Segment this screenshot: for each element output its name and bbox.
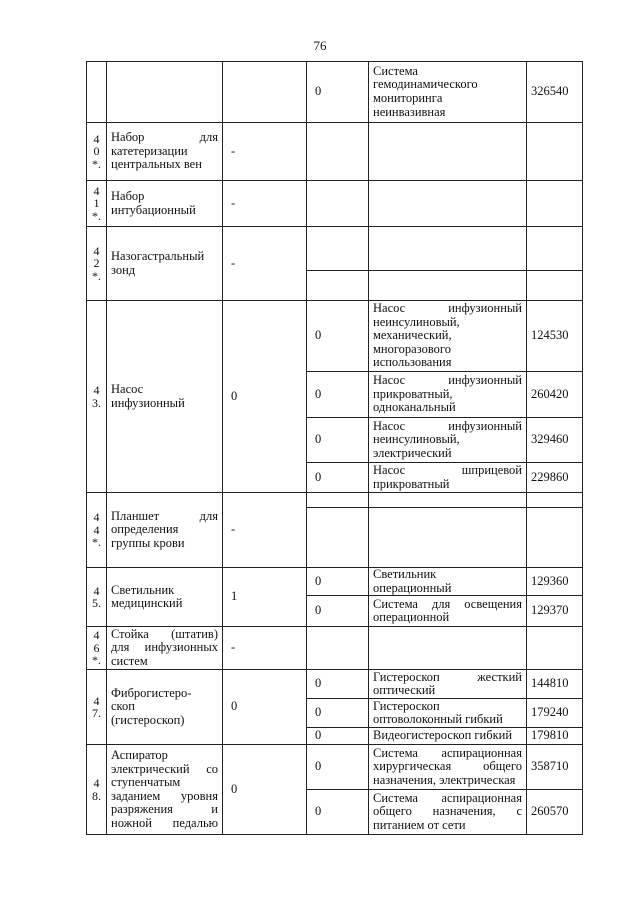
word: многоразового <box>373 341 451 356</box>
word: Насос <box>373 462 406 477</box>
text-line <box>111 790 218 804</box>
word: для <box>431 596 451 611</box>
row-number <box>87 670 107 745</box>
table-row <box>87 745 583 790</box>
class-code: 0 <box>307 596 369 627</box>
row-number <box>87 568 107 627</box>
text-line <box>373 464 522 478</box>
word: Фиброгистеро- <box>111 685 192 700</box>
text-line <box>373 329 522 343</box>
device-code <box>527 123 583 181</box>
item-name <box>107 627 223 670</box>
text-line <box>373 774 522 788</box>
word: с <box>516 804 522 819</box>
word: инфузионный <box>448 418 522 433</box>
word: (штатив) <box>171 626 218 641</box>
row-number-part: 4 <box>93 131 100 146</box>
word: общего <box>373 804 412 819</box>
item-name <box>107 62 223 123</box>
text-line <box>373 316 522 330</box>
row-number-part: 4 <box>93 583 100 598</box>
word: прикроватный <box>373 476 450 491</box>
word: Насос <box>373 373 406 388</box>
word: группы крови <box>111 535 185 550</box>
text-line <box>373 805 522 819</box>
text-line <box>111 776 218 790</box>
row-number-part: 0 <box>93 144 100 159</box>
word: Светильник <box>373 567 437 581</box>
word: интубационный <box>111 202 196 217</box>
text-line <box>373 356 522 370</box>
word: Набор <box>111 130 145 145</box>
class-code: 0 <box>307 670 369 699</box>
item-name <box>107 670 223 745</box>
word: аспирационная <box>441 790 522 805</box>
row-number <box>87 227 107 301</box>
table-row <box>87 123 583 181</box>
word: Насос <box>373 418 406 433</box>
device-code <box>527 493 583 508</box>
device-code: 260420 <box>527 372 583 418</box>
class-code: 0 <box>307 463 369 493</box>
row-number-part: 4 <box>93 693 100 708</box>
device-name <box>369 181 527 227</box>
word: систем <box>111 653 148 668</box>
text-line <box>111 537 218 551</box>
device-code: 260570 <box>527 790 583 835</box>
text-line <box>111 817 218 831</box>
word: электрический <box>373 445 452 460</box>
device-code <box>527 508 583 568</box>
row-number-part: 4 <box>93 183 100 198</box>
word: со <box>206 761 218 776</box>
item-quantity: 0 <box>223 670 307 745</box>
row-number-part: 7. <box>92 706 101 721</box>
text-line: неинвазивная <box>373 104 446 119</box>
word: катетеризации <box>111 143 188 158</box>
word: педалью <box>172 815 218 830</box>
text-line <box>111 250 218 264</box>
item-name <box>107 181 223 227</box>
text-line <box>111 749 218 763</box>
text-line <box>111 628 218 642</box>
row-number-part: 4 <box>93 383 100 397</box>
text-line <box>111 145 218 159</box>
text-line <box>373 388 522 402</box>
device-code: 144810 <box>527 670 583 699</box>
class-code: 0 <box>307 372 369 418</box>
device-code: 124530 <box>527 301 583 372</box>
equipment-table <box>86 61 583 835</box>
class-code: 0 <box>307 301 369 372</box>
device-name <box>369 418 527 463</box>
item-quantity: - <box>223 227 307 301</box>
text-line <box>373 713 522 727</box>
word: медицинский <box>111 596 183 611</box>
text-line <box>373 343 522 357</box>
text-line <box>111 597 218 611</box>
device-name <box>369 568 527 596</box>
row-number-part: 3. <box>92 395 101 410</box>
text-line <box>373 611 522 625</box>
class-code: 0 <box>307 568 369 596</box>
text-line <box>373 684 522 698</box>
text-line <box>111 510 218 524</box>
word: операционный <box>373 580 452 595</box>
class-code: 0 <box>307 418 369 463</box>
word: неинсулиновый, <box>373 432 460 447</box>
text-line: мониторинга <box>373 91 443 105</box>
text-line <box>111 803 218 817</box>
word: и <box>211 802 218 817</box>
item-quantity: - <box>223 181 307 227</box>
text-line <box>373 598 522 612</box>
class-code <box>307 493 369 508</box>
word: ступенчатым <box>111 775 181 790</box>
text-line <box>373 760 522 774</box>
word: для <box>111 640 130 655</box>
device-code: 179240 <box>527 699 583 728</box>
word: разряжения <box>111 802 173 817</box>
word: назначения, <box>432 804 496 819</box>
text-line <box>373 478 522 492</box>
item-name <box>107 227 223 301</box>
device-code: 129360 <box>527 568 583 596</box>
item-name <box>107 123 223 181</box>
row-number-part: *. <box>92 535 101 550</box>
class-code: 0 <box>307 745 369 790</box>
text-line: Система <box>373 63 418 78</box>
class-code <box>307 271 369 301</box>
text-line <box>111 383 218 397</box>
device-name <box>369 728 527 745</box>
word: для <box>199 130 218 145</box>
table-row <box>87 627 583 670</box>
row-number <box>87 123 107 181</box>
device-code: 179810 <box>527 728 583 745</box>
word: общего <box>483 759 522 774</box>
text-line <box>111 523 218 537</box>
row-number-part: *. <box>92 653 101 668</box>
class-code <box>307 227 369 271</box>
text-line <box>373 401 522 415</box>
word: Планшет <box>111 508 160 523</box>
word: прикроватный, <box>373 386 453 401</box>
table-row <box>87 227 583 271</box>
text-line <box>373 671 522 685</box>
word: инфузионный <box>448 301 522 316</box>
word: определения <box>111 522 179 537</box>
device-name <box>369 627 527 670</box>
word: Система <box>373 790 418 805</box>
device-name <box>369 699 527 728</box>
item-quantity: 0 <box>223 745 307 835</box>
table-row <box>87 670 583 699</box>
word: Набор <box>111 188 145 203</box>
word: ножной <box>111 815 152 830</box>
class-code <box>307 123 369 181</box>
device-name <box>369 670 527 699</box>
device-name <box>369 790 527 835</box>
text-line <box>373 568 522 582</box>
word: аспирационная <box>441 745 522 760</box>
item-quantity: - <box>223 493 307 568</box>
row-number-part: *. <box>92 208 101 223</box>
word: жесткий <box>477 669 522 684</box>
text-line <box>111 655 218 669</box>
word: инфузионный <box>111 395 185 410</box>
item-name <box>107 493 223 568</box>
device-code <box>527 227 583 271</box>
device-name <box>369 596 527 627</box>
text-line <box>373 747 522 761</box>
word: Светильник <box>111 582 175 597</box>
row-number-part: 1 <box>93 196 100 211</box>
text-line <box>111 714 218 728</box>
word: одноканальный <box>373 400 456 415</box>
device-name <box>369 493 527 508</box>
word: механический, <box>373 328 452 343</box>
class-code: 0 <box>307 699 369 728</box>
word: уровня <box>180 788 218 803</box>
word: Гистероскоп <box>373 669 440 684</box>
device-name <box>369 301 527 372</box>
row-number-part: 4 <box>93 510 100 525</box>
text-line <box>373 819 522 833</box>
text-line <box>111 641 218 655</box>
device-code: 329460 <box>527 418 583 463</box>
text-line <box>373 582 522 596</box>
text-line <box>373 729 522 743</box>
word: инфузионный <box>448 373 522 388</box>
page-number: 76 <box>313 38 327 53</box>
text-line <box>111 687 218 701</box>
word: использования <box>373 355 452 370</box>
word: оптоволоконный гибкий <box>373 712 503 727</box>
device-code <box>527 271 583 301</box>
text-line <box>373 302 522 316</box>
word: (гистероскоп) <box>111 712 185 727</box>
device-code: 358710 <box>527 745 583 790</box>
table-row <box>87 568 583 596</box>
text-line <box>373 420 522 434</box>
word: центральных вен <box>111 157 202 172</box>
device-code <box>527 627 583 670</box>
word: электрический <box>111 761 190 776</box>
class-code <box>307 181 369 227</box>
word: Назогастральный <box>111 248 205 263</box>
row-number-part: *. <box>92 156 101 171</box>
class-code <box>307 508 369 568</box>
device-name <box>369 463 527 493</box>
text-line <box>373 447 522 461</box>
device-name <box>369 62 527 123</box>
item-name <box>107 301 223 493</box>
item-quantity: - <box>223 627 307 670</box>
class-code: 0 <box>307 62 369 123</box>
text-line <box>373 433 522 447</box>
word: хирургическая <box>373 759 452 774</box>
row-number <box>87 62 107 123</box>
word: Аспиратор <box>111 747 168 762</box>
word: неинсулиновый, <box>373 314 460 329</box>
item-quantity: - <box>223 123 307 181</box>
row-number <box>87 745 107 835</box>
item-name <box>107 745 223 835</box>
word: шприцевой <box>461 462 522 477</box>
text-line <box>111 763 218 777</box>
word: Система <box>373 596 418 611</box>
item-quantity: 0 <box>223 301 307 493</box>
class-code <box>307 627 369 670</box>
text-line <box>111 158 218 172</box>
row-number <box>87 493 107 568</box>
class-code: 0 <box>307 790 369 835</box>
text-line <box>373 700 522 714</box>
word: освещения <box>464 596 522 611</box>
table-row <box>87 301 583 372</box>
word: Насос <box>111 381 144 396</box>
word: операционной <box>373 610 450 625</box>
word: инфузионных <box>144 640 218 655</box>
word: Видеогистероскоп гибкий <box>373 728 513 743</box>
text-line <box>111 190 218 204</box>
word: для <box>199 508 218 523</box>
text-line <box>111 397 218 411</box>
text-line <box>111 204 218 218</box>
word: зонд <box>111 262 136 277</box>
text-line <box>111 584 218 598</box>
device-name <box>369 123 527 181</box>
row-number-part: 4 <box>93 243 100 258</box>
device-code <box>527 181 583 227</box>
row-number <box>87 301 107 493</box>
row-number-part: 6 <box>93 640 100 655</box>
word: Гистероскоп <box>373 698 440 713</box>
text-line: гемодинамического <box>373 77 478 92</box>
row-number <box>87 627 107 670</box>
text-line <box>111 264 218 278</box>
device-name <box>369 372 527 418</box>
word: Система <box>373 745 418 760</box>
device-name <box>369 271 527 301</box>
item-name <box>107 568 223 627</box>
text-line <box>111 131 218 145</box>
word: питанием от сети <box>373 817 466 832</box>
word: Насос <box>373 301 406 316</box>
table-row <box>87 493 583 508</box>
word: заданием <box>111 788 161 803</box>
row-number-part: 8. <box>92 788 101 803</box>
row-number-part: 4 <box>93 776 100 791</box>
row-number-part: 4 <box>93 522 100 537</box>
device-name <box>369 745 527 790</box>
text-line <box>111 700 218 714</box>
row-number <box>87 181 107 227</box>
device-code: 326540 <box>527 62 583 123</box>
table-row <box>87 181 583 227</box>
row-number-part: 5. <box>92 596 101 611</box>
word: назначения, электрическая <box>373 772 516 787</box>
row-number-part: 2 <box>93 256 100 271</box>
item-quantity <box>223 62 307 123</box>
word: скоп <box>111 699 135 714</box>
text-line <box>373 792 522 806</box>
word: оптический <box>373 683 436 698</box>
item-quantity: 1 <box>223 568 307 627</box>
device-name <box>369 508 527 568</box>
row-number-part: *. <box>92 268 101 283</box>
word: Стойка <box>111 626 149 641</box>
row-number-part: 4 <box>93 628 100 643</box>
device-code: 129370 <box>527 596 583 627</box>
text-line <box>373 374 522 388</box>
device-name <box>369 227 527 271</box>
table-row <box>87 62 583 123</box>
class-code: 0 <box>307 728 369 745</box>
device-code: 229860 <box>527 463 583 493</box>
